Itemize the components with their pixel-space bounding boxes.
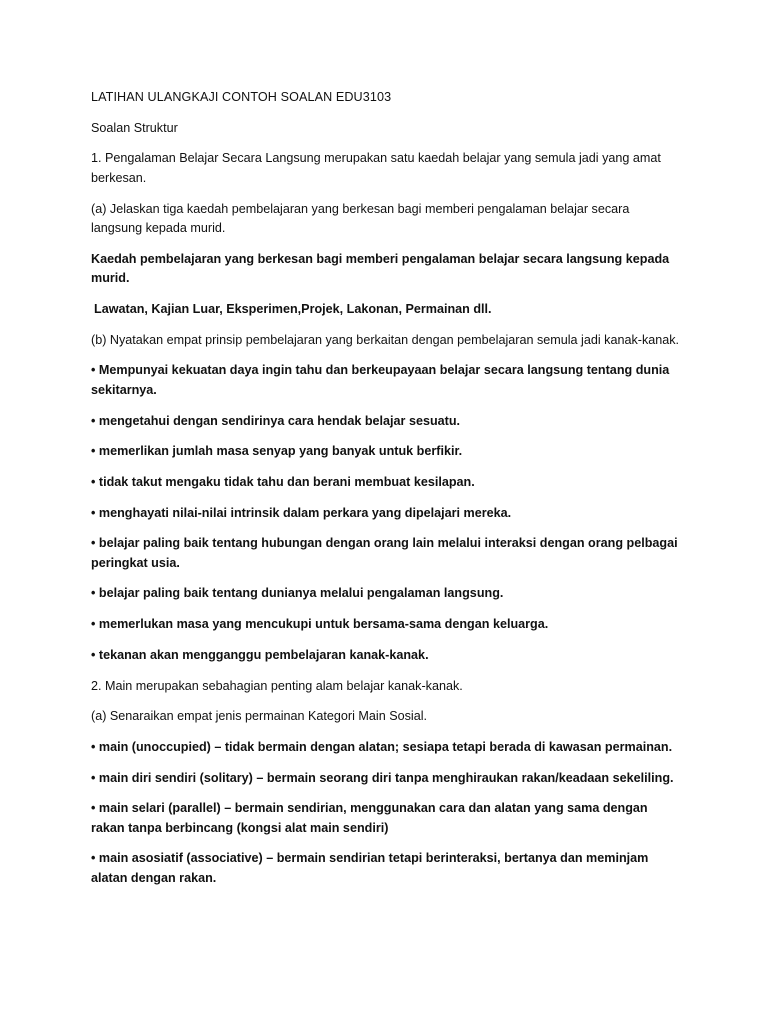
q1-part-a-question: (a) Jelaskan tiga kaedah pembelajaran yang berkesan bagi memberi pengalaman belajar secara langsung kepada murid.: [91, 201, 630, 236]
q2-part-a-answer: • main asosiatif (associative) – bermain sendirian tetapi berinteraksi, bertanya dan meminjam alatan dengan rakan.: [91, 851, 649, 885]
q1-part-b-answer: • Mempunyai kekuatan daya ingin tahu dan berkeupayaan belajar secara langsung tentang dunia sekitarnya.: [91, 363, 670, 397]
q2-part-a-question: (a) Senaraikan empat jenis permainan Kategori Main Sosial.: [91, 709, 428, 724]
q1-part-b-answer: • tekanan akan mengganggu pembelajaran kanak-kanak.: [91, 647, 429, 662]
q1-part-b-answer: • memerlukan masa yang mencukupi untuk bersama-sama dengan keluarga.: [91, 617, 549, 632]
q1-part-a-answer-intro: Kaedah pembelajaran yang berkesan bagi memberi pengalaman belajar secara langsung kepada murid.: [91, 251, 670, 286]
q2-stem: 2. Main merupakan sebahagian penting alam belajar kanak-kanak.: [91, 678, 463, 693]
q1-part-b-answer: • menghayati nilai-nilai intrinsik dalam perkara yang dipelajari mereka.: [91, 505, 512, 520]
q1-part-b-answer: • mengetahui dengan sendirinya cara hendak belajar sesuatu.: [91, 413, 461, 428]
q2-part-a-answer: • main (unoccupied) – tidak bermain dengan alatan; sesiapa tetapi berada di kawasan permainan.: [91, 739, 673, 754]
q2-part-a-answer: • main selari (parallel) – bermain sendirian, menggunakan cara dan alatan yang sama dengan rakan tanpa berbincang (kongsi alat main sendiri): [91, 801, 648, 835]
q1-stem: 1. Pengalaman Belajar Secara Langsung merupakan satu kaedah belajar yang semula jadi yang amat berkesan.: [91, 151, 661, 185]
section-heading: Soalan Struktur: [91, 120, 178, 135]
q1-part-b-answer: • memerlikan jumlah masa senyap yang banyak untuk berfikir.: [91, 444, 463, 459]
document-title: LATIHAN ULANGKAJI CONTOH SOALAN EDU3103: [91, 90, 392, 104]
q1-part-b-answer: • tidak takut mengaku tidak tahu dan berani membuat kesilapan.: [91, 474, 475, 489]
q1-part-b-question: (b) Nyatakan empat prinsip pembelajaran yang berkaitan dengan pembelajaran semula jadi kanak-kanak.: [91, 332, 680, 347]
q1-part-a-answer-list: Lawatan, Kajian Luar, Eksperimen,Projek, Lakonan, Permainan dll.: [94, 301, 492, 316]
q1-part-b-answer: • belajar paling baik tentang hubungan dengan orang lain melalui interaksi dengan orang pelbagai peringkat usia.: [91, 536, 678, 570]
q1-part-b-answer: • belajar paling baik tentang dunianya melalui pengalaman langsung.: [91, 586, 504, 601]
q2-part-a-answer: • main diri sendiri (solitary) – bermain seorang diri tanpa menghiraukan rakan/keadaan sekeliling.: [91, 770, 674, 785]
document-body: [91, 88, 681, 900]
